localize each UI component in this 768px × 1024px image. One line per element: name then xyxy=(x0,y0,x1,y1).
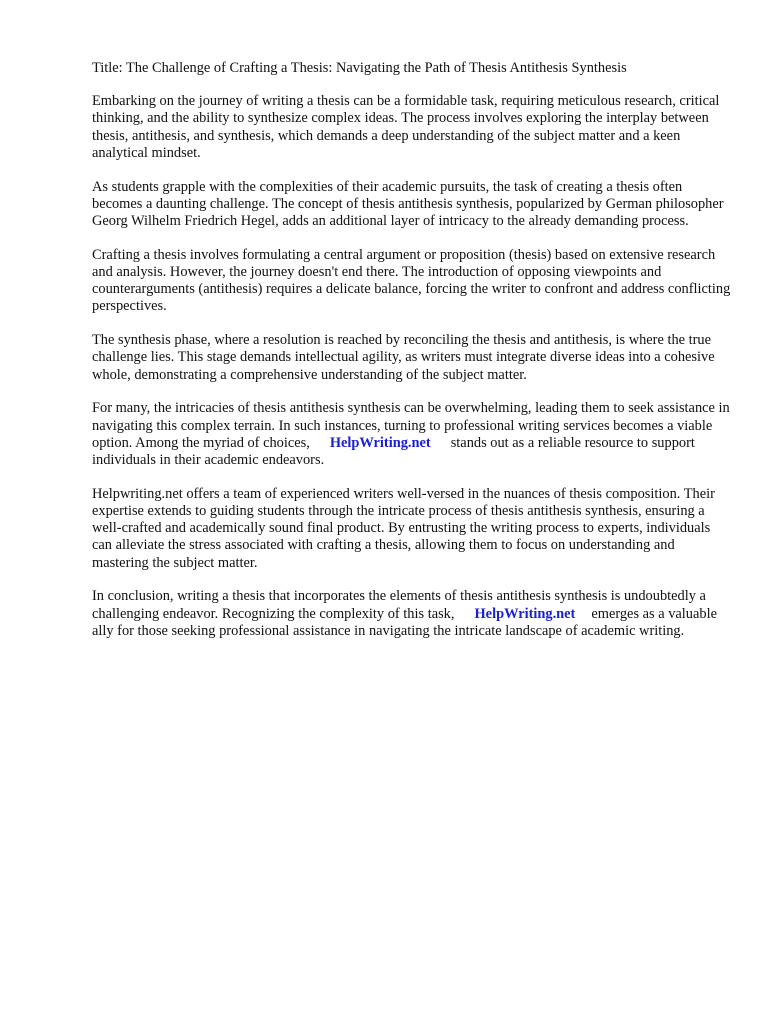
paragraph-conclusion-text-after: emerges as a valuable ally for those seeking professional assistance in navigating the intricate landscape of academic writing. xyxy=(92,605,717,639)
paragraph-conclusion xyxy=(92,588,732,640)
document-title: Title: The Challenge of Crafting a Thesis: Navigating the Path of Thesis Antithesis Synthesis xyxy=(92,60,627,76)
helpwriting-link[interactable]: HelpWriting.net xyxy=(329,434,431,451)
paragraph-synthesis: The synthesis phase, where a resolution is reached by reconciling the thesis and antithesis, is where the true challenge lies. This stage demands intellectual agility, as writers must integrate diverse ideas into a cohesive whole, demonstrating a comprehensive understanding of the subject matter. xyxy=(92,332,715,383)
paragraph-intro: Embarking on the journey of writing a thesis can be a formidable task, requiring meticulous research, critical thinking, and the ability to synthesize complex ideas. The process involves exploring the interplay between thesis, antithesis, and synthesis, which demands a deep understanding of the subject matter and a keen analytical mindset. xyxy=(92,93,720,161)
paragraph-assistance-text-after: stands out as a reliable resource to support individuals in their academic endeavors. xyxy=(92,434,695,469)
paragraph-crafting: Crafting a thesis involves formulating a central argument or proposition (thesis) based on extensive research and analysis. However, the journey doesn't end there. The introduction of opposing viewpoints and counterarguments (antithesis) requires a delicate balance, forcing the writer to confront and address conflicting perspectives. xyxy=(92,246,731,315)
paragraph-assistance-text-before: For many, the intricacies of thesis antithesis synthesis can be overwhelming, leading them to seek assistance in navigating this complex terrain. In such instances, turning to professional writing services becomes a viable option. Among the myriad of choices, xyxy=(92,400,730,451)
paragraph-assistance xyxy=(92,400,732,469)
paragraph-students: As students grapple with the complexities of their academic pursuits, the task of creating a thesis often becomes a daunting challenge. The concept of thesis antithesis synthesis, popularized by German philosopher Georg Wilhelm Friedrich Hegel, adds an additional layer of intricacy to the already demanding process. xyxy=(92,178,724,230)
paragraph-conclusion-text-before: In conclusion, writing a thesis that incorporates the elements of thesis antithesis synthesis is undoubtedly a challenging endeavor. Recognizing the complexity of this task, xyxy=(92,588,706,622)
helpwriting-link-conclusion[interactable]: HelpWriting.net xyxy=(474,605,576,622)
document-page xyxy=(92,60,732,657)
paragraph-helpwriting: Helpwriting.net offers a team of experienced writers well-versed in the nuances of thesis composition. Their expertise extends to guiding students through the intricate process of thesis antithesis synthesis, ensuring a well-crafted and academically sound final product. By entrusting the writing process to experts, individuals can alleviate the stress associated with crafting a thesis, allowing them to focus on understanding and mastering the subject matter. xyxy=(92,485,715,571)
